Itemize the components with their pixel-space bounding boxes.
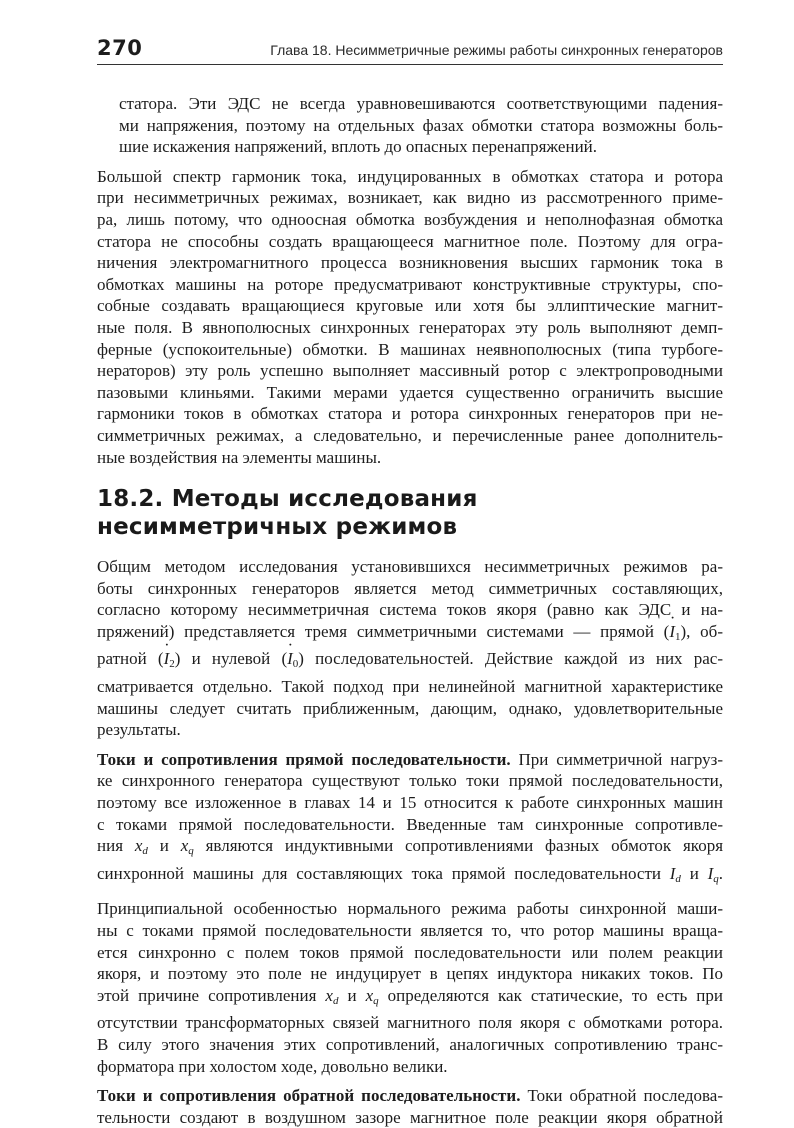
text-line: ные поля. В явнополюсных синхронных генераторах эту роль выполняют демп-	[97, 317, 723, 337]
text-line: Принципиальной особенностью нормального режима работы синхронной маши-	[97, 899, 723, 919]
text-line: В силу этого значения этих сопротивлений, аналогичных сопротивлению транс-	[97, 1034, 723, 1054]
current-symbol: I	[707, 863, 714, 883]
text-line: с токами прямой последовательности. Введенные там синхронные сопротивле-	[97, 814, 723, 834]
current-symbol: · I	[287, 648, 293, 670]
text-line: боты синхронных генераторов является метод симметричных составляющих,	[97, 578, 723, 598]
text-line: этой причине сопротивления $x_d$ и $x_q$ определяются как статические, то есть при	[97, 985, 723, 1007]
text-line: ми напряжения, поэтому на отдельных фазах обмотки статора возможны боль-	[119, 115, 723, 135]
text-line: согласно которому несимметричная система токов якоря (равно как ЭДС и на-	[97, 600, 723, 620]
text-line: Токи и сопротивления прямой последовательности. При симметричной нагруз-	[97, 749, 723, 769]
text-line: шие искажения напряжений, вплоть до опасных перенапряжений.	[119, 137, 598, 157]
section-heading-line: 18.2. Методы исследования	[97, 486, 478, 513]
paragraph-negative-sequence	[97, 1085, 723, 1128]
text-line: симметричных режимах, а следовательно, и перечисленные ранее дополнитель-	[97, 425, 723, 445]
reactance-symbol: x	[325, 985, 333, 1005]
text-line: при несимметричных режимах, возникает, как видно из рассмотренного приме-	[97, 188, 723, 208]
run-in-heading: Токи и сопротивления прямой последовательности.	[97, 749, 511, 769]
text-line: поэтому все изложенное в главах 14 и 15 относится к работе синхронных машин	[97, 793, 723, 813]
text-line: обмотках машины на роторе предусматривают конструктивные структуры, спо-	[97, 274, 723, 294]
paragraph-method	[97, 556, 723, 741]
text-line: ные воздействия на элементы машины.	[97, 447, 382, 467]
text-line: сматривается отдельно. Такой подход при нелинейной магнитной характеристике	[97, 677, 723, 697]
text-line: пазовыми клиньями. Такими мерами удается существенно ограничить высшие	[97, 382, 723, 402]
text-line: ратной (· $I_2$) и нулевой (· $I_0$) последовательностей. Действие каждой из них рас-	[97, 648, 723, 676]
run-in-heading: Токи и сопротивления обратной последовательности.	[97, 1086, 521, 1106]
reactance-symbol: x	[365, 985, 374, 1005]
text-line: ны с токами прямой последовательности является то, что ротор машины враща-	[97, 921, 723, 940]
section-heading-line: несимметричных режимов	[97, 514, 458, 541]
text-line: результаты.	[97, 720, 181, 740]
text-line: Большой спектр гармоник тока, индуцированных в обмотках статора и ротора	[97, 166, 723, 186]
page-body	[97, 93, 723, 1128]
text-line: статора. Эти ЭДС не всегда уравновешиваются соответствующими падения-	[119, 94, 723, 113]
text-line: Токи и сопротивления обратной последовательности. Токи обратной последова-	[97, 1086, 724, 1106]
text-line: собные создавать вращающиеся круговые или хотя бы эллиптические магнит-	[97, 296, 723, 316]
text-line: синхронной машины для составляющих тока прямой последовательности $I_d$ и $I_q$.	[97, 863, 723, 885]
text-line: пряжений) представляется тремя симметричными системами — прямой (· $I_1$), об-	[97, 621, 723, 649]
current-symbol: · I	[669, 621, 675, 643]
text-line: нераторов) эту роль успешно выполняет массивный ротор с электропроводными	[97, 361, 723, 381]
text-line: ра, лишь потому, что одноосная обмотка возбуждения и неполнофазная обмотка	[97, 209, 723, 229]
text-line: ния $x_d$ и $x_q$ являются индуктивными сопротивлениями фазных обмоток якоря	[97, 836, 724, 858]
text-line: форматора при холостом ходе, довольно велики.	[97, 1056, 448, 1076]
reactance-symbol: x	[134, 836, 143, 856]
text-line: статора не способны создать вращающееся магнитное поле. Поэтому для огра-	[97, 231, 723, 251]
text-line: ферные (успокоительные) обмотки. В машинах неявнополюсных (типа турбоге-	[97, 339, 723, 359]
paragraph-normal-mode	[97, 898, 723, 1077]
text-line: Общим методом исследования установившихся несимметричных режимов ра-	[97, 557, 723, 577]
continued-paragraph	[97, 93, 723, 158]
text-line: ничения электромагнитного процесса возникновения высших гармоник тока в	[97, 253, 723, 273]
text-line: гармоники токов в обмотках статора и ротора синхронных генераторов при не-	[97, 404, 723, 424]
section-heading	[97, 485, 723, 541]
text-line: ке синхронного генератора существуют только токи прямой последовательности,	[97, 771, 723, 791]
current-symbol: · I	[164, 648, 170, 670]
text-line: отсутствии трансформаторных связей магнитного поля якоря с обмотками ротора.	[97, 1013, 723, 1033]
paragraph-positive-sequence	[97, 749, 723, 891]
text-line: тельности создают в воздушном зазоре магнитное поле реакции якоря обратной	[97, 1107, 723, 1127]
chapter-title: Глава 18. Несимметричные режимы работы синхронных генераторов	[270, 42, 723, 58]
text-line: ется синхронно с полем токов прямой последовательности или полем реакции	[97, 942, 723, 962]
reactance-symbol: x	[180, 836, 189, 856]
page-number: 270	[97, 36, 143, 60]
paragraph-harmonics	[97, 166, 723, 468]
running-header	[97, 36, 723, 65]
text-line: машины следует считать приближенным, дающим, однако, удовлетворительные	[97, 698, 723, 718]
current-symbol: I	[669, 863, 676, 883]
text-line: якоря, и поэтому это поле не индуцирует в цепях индуктора никаких токов. По	[97, 964, 723, 984]
